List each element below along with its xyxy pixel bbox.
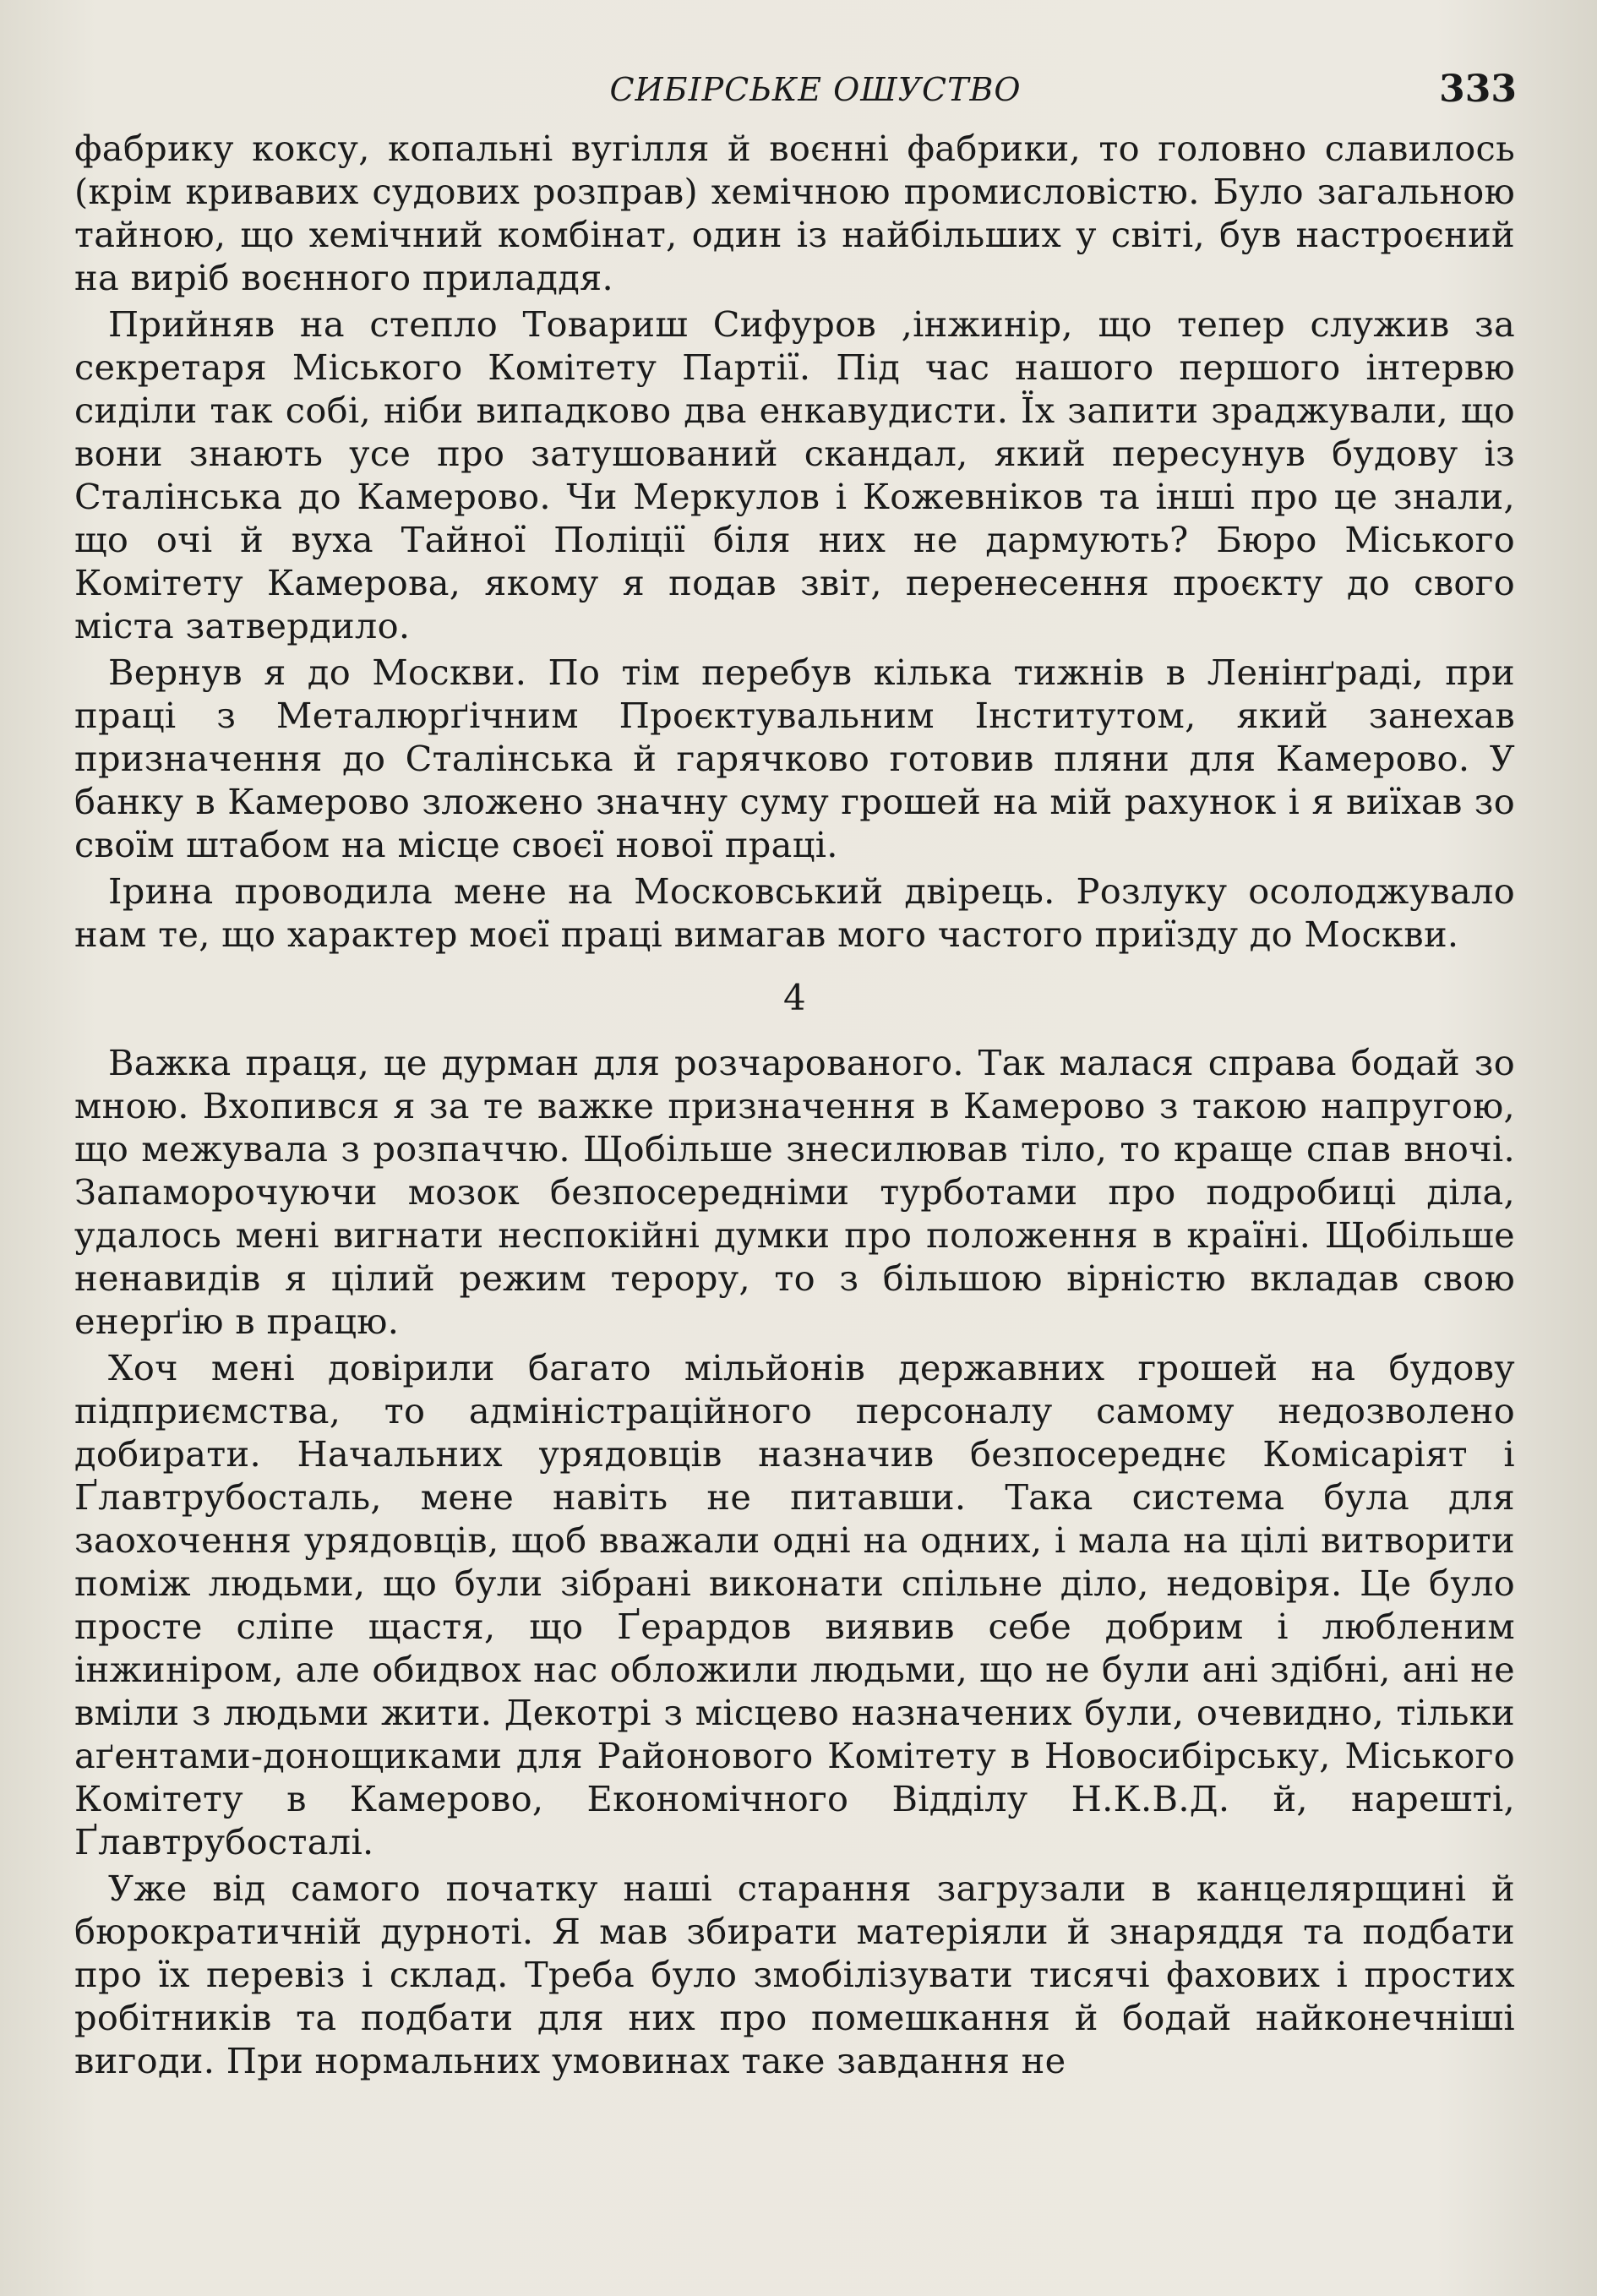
paragraph: Вернув я до Москви. По тім перебув кілька тижнів в Ленінґраді, при праці з Металюрґічним Проєктувальним Інститутом, який занехав призначення до Сталінська й гарячково готовив пляни для Камерово. У банку в Камерово зложено значну суму грошей на мій рахунок і я виїхав зо своїм штабом на місце своєї нової праці. [74, 652, 1515, 865]
section-number: 4 [782, 977, 807, 1018]
running-head: СИБІРСЬКЕ ОШУСТВО [609, 71, 1022, 108]
paragraph: фабрику коксу, копальні вугілля й воєнні фабрики, то головно славилось (крім кривавих судових розправ) хемічною промисловістю. Було загальною тайною, що хемічний комбінат, один із найбільших у світі, був настроєний на виріб воєнного приладдя. [74, 128, 1515, 298]
paragraph: Прийняв на степло Товариш Сифуров ,інжинір, що тепер служив за секретаря Міського Комітету Партії. Під час нашого першого інтервю сиділи так собі, ніби випадково два енкавудисти. Їх запити зраджували, що вони знають усе про затушований скандал, який пересунув будову із Сталінська до Камерово. Чи Меркулов і Кожевніков та інші про це знали, що очі й вуха Тайної Поліції біля них не дармують? Бюро Міського Комітету Камерова, якому я подав звіт, перенесення проєкту до свого міста затвердило. [74, 303, 1515, 646]
paragraph: Важка праця, це дурман для розчарованого. Так малася справа бодай зо мною. Вхопився я за те важке призначення в Камерово з такою напругою, що межувала з розпаччю. Щобільше знесилював тіло, то краще спав вночі. Запаморочуючи мозок безпосередніми турботами про подробиці діла, удалось мені вигнати неспокійні думки про положення в країні. Щобільше ненавидів я цілий режим терору, то з більшою вірністю вкладав свою енерґію в працю. [74, 1042, 1515, 1342]
paragraph: Уже від самого початку наші старання загрузали в канцелярщині й бюрократичній дурноті. Я мав збирати матеріяли й знаряддя та подбати про їх перевіз і склад. Треба було змобілізувати тисячі фахових і простих робітників та подбати для них про помешкання й бодай найконечніші вигоди. При нормальних умовинах таке завдання не [74, 1868, 1515, 2081]
paragraph: Ірина проводила мене на Московський двірець. Розлуку осолоджувало нам те, що характер моєї праці вимагав мого частого приїзду до Москви. [74, 870, 1515, 955]
page-header [0, 66, 1597, 117]
page-number: 333 [1439, 68, 1517, 111]
body-text [74, 127, 1515, 2086]
paragraph: Хоч мені довірили багато мільйонів державних грошей на будову підприємства, то адміністраційного персоналу самому недозволено добирати. Начальних урядовців назначив безпосереднє Комісаріят і Ґлавтрубосталь, мене навіть не питавши. Така система була для заохочення урядовців, щоб вважали одні на одних, і мала на цілі витворити поміж людьми, що були зібрані виконати спільне діло, недовіря. Це було просте сліпе щастя, що Ґерардов виявив себе добрим і любленим інжиніром, але обидвох нас обложили людьми, що не були ані здібні, ані не вміли з людьми жити. Декотрі з місцево назначених були, очевидно, тільки аґентами-донощиками для Районового Комітету в Новосибірську, Міського Комітету в Камерово, Економічного Відділу Н.К.В.Д. й, нарешті, Ґлавтрубосталі. [74, 1347, 1515, 1862]
